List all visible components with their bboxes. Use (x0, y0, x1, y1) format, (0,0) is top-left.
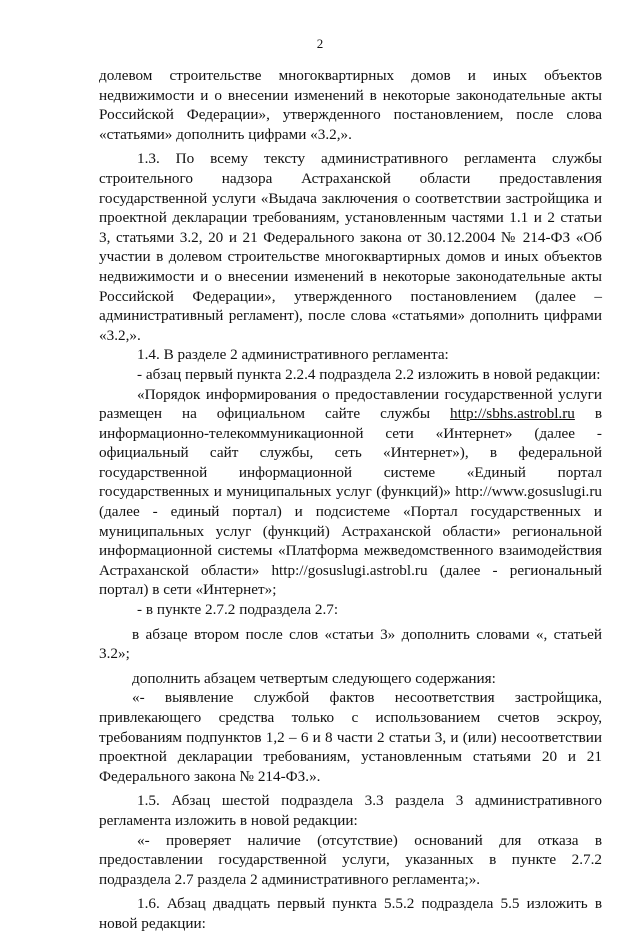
paragraph-escrow: «- выявление службой фактов несоответствия застройщика, привлекающего средства только с использованием счетов эскроу, требованиям подпунктов 1,2 – 6 и 8 части 2 статьи 3, и (или) несоответствии проектной декларации требованиям, установленным статьями 20 и 21 Федерального закона № 214-ФЗ.». (99, 689, 602, 785)
paragraph-1-6: 1.6. Абзац двадцать первый пункта 5.5.2 подраздела 5.5 изложить в новой редакции: (99, 895, 602, 932)
document-body (99, 66, 602, 934)
paragraph-1-3: 1.3. По всему тексту административного регламента службы строительного надзора Астраханской области предоставления государственной услуги «Выдача заключения о соответствии застройщика и проектной декларации требованиям, установленным частями 1.1 и 2 статьи 3, статьями 3.2, 20 и 21 Федерального закона от 30.12.2004 № 214-ФЗ «Об участии в долевом строительстве многоквартирных домов и иных объектов недвижимости и о внесении изменений в некоторые законодательные акты Российской Федерации», утвержденного постановлением (далее – административный регламент), после слова «статьями» дополнить цифрами «3.2,». (99, 150, 602, 344)
paragraph-2-7-2-intro: - в пункте 2.7.2 подраздела 2.7: (137, 601, 339, 619)
paragraph-1-4: 1.4. В разделе 2 административного регламента: (137, 346, 449, 364)
paragraph-2-2-4-intro: - абзац первый пункта 2.2.4 подраздела 2.2 изложить в новой редакции: (137, 365, 601, 383)
informing-order-text-start: «Порядок информирования о предоставлении государственной услуги размещен на официальном сайте службы (99, 385, 602, 423)
page-number: 2 (316, 36, 324, 51)
service-site-link[interactable]: http://sbhs.astrobl.ru (450, 405, 575, 423)
informing-order-text-end: в информационно-телекоммуникационной сети «Интернет» (далее - официальный сайт службы, сеть «Интернет»), в федеральной государственной информационной системе «Единый портал государственных и муниципальных услуг (функций)» http://www.gosuslugi.ru (далее - единый портал) и подсистеме «Портал государственных и муниципальных услуг (функций) Астраханской области» региональной информационной системы «Платформа межведомственного взаимодействия Астраханской области» http://gosuslugi.astrobl.ru (далее - региональный портал) в сети «Интернет»; (99, 405, 602, 599)
paragraph-abzac-fourth-intro: дополнить абзацем четвертым следующего содержания: (132, 669, 496, 687)
paragraph-1-5: 1.5. Абзац шестой подраздела 3.3 раздела 3 административного регламента изложить в новой редакции: (99, 792, 602, 829)
paragraph-informing-order (99, 385, 602, 601)
paragraph-continuation: долевом строительстве многоквартирных домов и иных объектов недвижимости и о внесении изменений в некоторые законодательные акты Российской Федерации», утвержденного постановлением, после слова «статьями» дополнить цифрами «3.2,». (99, 67, 602, 143)
paragraph-abzac-second: в абзаце втором после слов «статьи 3» дополнить словами «, статьей 3.2»; (99, 625, 602, 663)
paragraph-checks-grounds: «- проверяет наличие (отсутствие) оснований для отказа в предоставлении государственной услуги, указанных в пункте 2.7.2 подраздела 2.7 раздела 2 административного регламента;». (99, 831, 602, 888)
